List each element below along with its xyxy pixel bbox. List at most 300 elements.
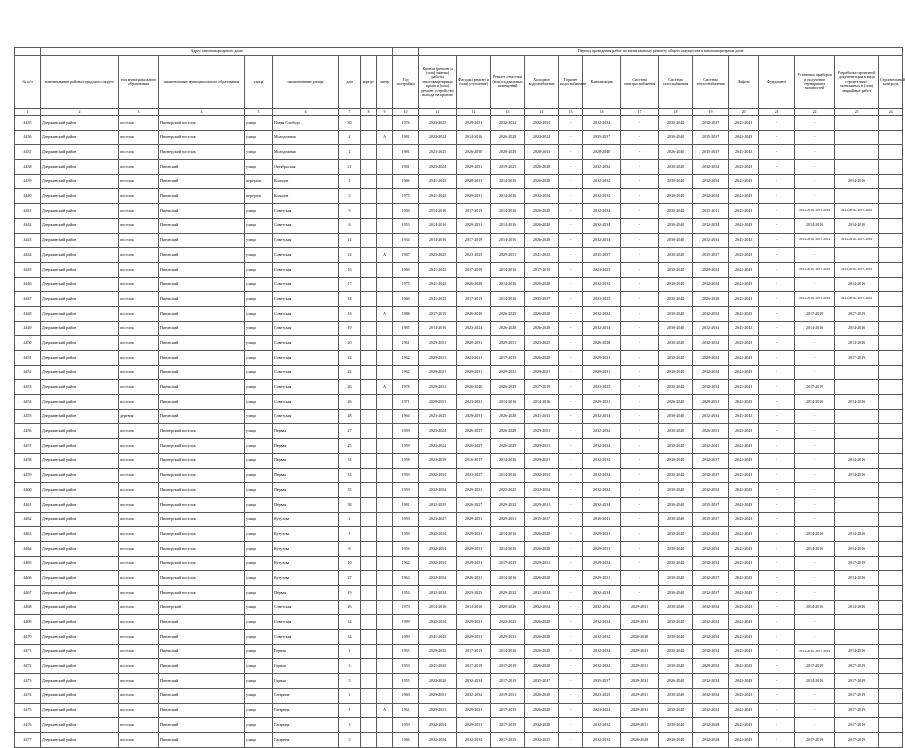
table-cell: 2014-2016 (419, 233, 457, 248)
column-header: наименование муниципального образования (159, 56, 245, 109)
table-cell: улица (245, 600, 273, 615)
table-cell: поселок (119, 351, 159, 366)
column-header: Разработка проектной документации в вида строительно-монтажных и (или) аварийных работ (835, 56, 879, 109)
table-cell: 2017-2019 (457, 262, 491, 277)
table-cell: улица (245, 439, 273, 454)
table-cell: 2023-2025 (525, 336, 559, 351)
table-cell: 14 (339, 233, 361, 248)
table-cell (361, 468, 377, 483)
table-cell: - (559, 204, 583, 219)
column-header: Установка приборов и получение сертификата мощностей (795, 56, 835, 109)
table-cell: - (795, 116, 835, 131)
table-cell: - (621, 160, 659, 175)
table-cell: улица (245, 688, 273, 703)
table-cell: - (795, 483, 835, 498)
table-cell: 2032-2034 (693, 703, 729, 718)
table-cell: улица (245, 336, 273, 351)
table-cell: 2041-2043 (729, 277, 759, 292)
table-cell: 2029-2031 (457, 541, 491, 556)
table-cell: 2029-2031 (621, 615, 659, 630)
table-cell (377, 204, 393, 219)
table-cell (361, 732, 377, 747)
table-cell: 35 (339, 483, 361, 498)
table-cell: 4469 (15, 615, 41, 630)
table-row (15, 600, 903, 615)
table-cell: Дзержинский район (41, 674, 119, 689)
table-cell: Дзержинский район (41, 615, 119, 630)
table-cell: 2030-2040 (659, 292, 693, 307)
table-cell: 2017-2019 (419, 306, 457, 321)
column-number: 1 (15, 109, 41, 116)
table-cell: поселок (119, 292, 159, 307)
table-cell (835, 380, 879, 395)
table-cell: Октябрьская (273, 160, 339, 175)
table-cell: 2030-2040 (659, 204, 693, 219)
table-cell: - (795, 248, 835, 263)
table-cell: 2032-2037 (693, 571, 729, 586)
table-cell: - (559, 468, 583, 483)
table-cell (377, 439, 393, 454)
table-cell: 2032-2034 (583, 600, 621, 615)
table-cell: Дзержинский район (41, 306, 119, 321)
table-cell: 2026-2040 (659, 674, 693, 689)
table-cell-empty (879, 116, 903, 131)
table-cell: 1961 (393, 336, 419, 351)
table-cell: 2026-2040 (457, 380, 491, 395)
table-cell: улица (245, 527, 273, 542)
table-cell: 2030-2040 (659, 732, 693, 747)
table-cell: 2032-2034 (693, 688, 729, 703)
table-row (15, 174, 903, 189)
table-cell-empty (879, 292, 903, 307)
table-cell-empty (879, 688, 903, 703)
table-cell: Дзержинский район (41, 292, 119, 307)
table-cell: деревня (119, 409, 159, 424)
table-cell: Советская (273, 204, 339, 219)
table-cell: 2023-2027 (419, 512, 457, 527)
table-cell: 2030-2040 (659, 409, 693, 424)
table-cell: 2030-2040 (659, 497, 693, 512)
table-cell (377, 453, 393, 468)
table-cell: 4474 (15, 688, 41, 703)
table-cell: поселок (119, 160, 159, 175)
table-cell: 2023-2031 (457, 395, 491, 410)
table-body (15, 116, 903, 748)
table-cell: - (621, 116, 659, 131)
table-cell: 2030-2040 (659, 262, 693, 277)
table-cell: 2029-2034 (693, 262, 729, 277)
table-cell: - (759, 483, 795, 498)
table-cell: - (759, 351, 795, 366)
table-cell: - (559, 688, 583, 703)
table-cell: 2041-2043 (729, 703, 759, 718)
table-cell: 2041-2043 (729, 160, 759, 175)
table-cell: 2041-2043 (729, 556, 759, 571)
table-cell: 2029-2031 (457, 365, 491, 380)
table-cell: Дзержинский район (41, 483, 119, 498)
table-cell: - (559, 351, 583, 366)
table-cell: - (621, 204, 659, 219)
table-cell: 2041-2043 (419, 262, 457, 277)
table-cell: 2032-2034 (583, 189, 621, 204)
table-cell: 2032-2034 (583, 174, 621, 189)
table-cell: 2014-2016 (491, 453, 525, 468)
table-cell: Горная (273, 674, 339, 689)
table-cell: 1999 (393, 615, 419, 630)
table-cell-empty (879, 218, 903, 233)
table-cell: - (621, 277, 659, 292)
table-cell: 2030-2040 (659, 541, 693, 556)
table-cell: 2029-2031 (525, 424, 559, 439)
table-cell: 2023-2025 (419, 409, 457, 424)
table-cell (835, 189, 879, 204)
table-cell: 2014-2016 (491, 292, 525, 307)
table-cell: 2030-2040 (659, 130, 693, 145)
table-cell: Пионерский поселок (159, 586, 245, 601)
table-cell: 2014-2016 (795, 527, 835, 542)
column-header: дом (339, 56, 361, 109)
table-cell-empty (879, 541, 903, 556)
table-cell: 2029-2032 (491, 586, 525, 601)
table-row (15, 116, 903, 131)
table-cell: поселок (119, 718, 159, 733)
table-cell: Дзержинский район (41, 453, 119, 468)
table-cell: 2017-2019 (835, 732, 879, 747)
column-header: № п/п (15, 56, 41, 109)
table-cell: - (621, 189, 659, 204)
table-cell: 1975 (393, 277, 419, 292)
column-header: Канализация (583, 56, 621, 109)
table-cell: 2041-2043 (419, 174, 457, 189)
table-cell: поселок (119, 688, 159, 703)
table-cell: 2032-2034 (525, 600, 559, 615)
table-cell: 2030-2040 (659, 556, 693, 571)
table-cell: 4468 (15, 600, 41, 615)
table-cell: 2014-2016, 2017-2019 (795, 292, 835, 307)
table-cell (835, 497, 879, 512)
table-cell (361, 571, 377, 586)
table-cell (377, 351, 393, 366)
table-cell: 2041-2043 (729, 468, 759, 483)
table-cell: Пятовский (159, 659, 245, 674)
table-cell: 2029-2031 (457, 556, 491, 571)
table-cell: 4447 (15, 292, 41, 307)
table-cell (361, 160, 377, 175)
table-cell (377, 556, 393, 571)
table-cell (361, 615, 377, 630)
table-cell (377, 541, 393, 556)
table-cell: 2014-2016 (795, 218, 835, 233)
table-cell: Дзержинский район (41, 630, 119, 645)
table-cell: переулок (245, 174, 273, 189)
table-cell-empty (879, 439, 903, 454)
table-cell: - (559, 130, 583, 145)
table-cell: 2032-2034 (693, 600, 729, 615)
table-cell: 14 (339, 248, 361, 263)
table-cell (361, 541, 377, 556)
table-cell: Пионерский поселок (159, 556, 245, 571)
table-cell: - (795, 174, 835, 189)
table-cell: Пятовский (159, 703, 245, 718)
table-cell: 33 (339, 468, 361, 483)
table-cell: - (759, 292, 795, 307)
table-row (15, 703, 903, 718)
table-cell: - (759, 453, 795, 468)
table-cell: - (559, 277, 583, 292)
table-cell: улица (245, 615, 273, 630)
table-cell: - (621, 527, 659, 542)
table-cell: 20 (339, 336, 361, 351)
table-cell: 2023-2024 (457, 321, 491, 336)
table-cell: 2029-2031 (419, 351, 457, 366)
column-header: Фундамент (759, 56, 795, 109)
table-cell: 2030-2040 (659, 453, 693, 468)
table-cell (835, 130, 879, 145)
column-header: Система газоснабжения (659, 56, 693, 109)
table-cell: Первая (273, 424, 339, 439)
table-cell: - (795, 571, 835, 586)
table-cell: 4467 (15, 586, 41, 601)
table-cell (361, 321, 377, 336)
table-row (15, 659, 903, 674)
table-cell (361, 380, 377, 395)
table-cell: 2032-2034 (419, 556, 457, 571)
table-cell (377, 512, 393, 527)
table-cell: - (621, 336, 659, 351)
column-header: наименование улицы (273, 56, 339, 109)
table-cell: Советская (273, 292, 339, 307)
column-number: 14 (525, 109, 559, 116)
table-cell: 2017-2019 (795, 306, 835, 321)
table-cell (835, 512, 879, 527)
table-cell: Первая (273, 483, 339, 498)
table-cell (361, 718, 377, 733)
table-cell: 4441 (15, 204, 41, 219)
table-cell: Дзержинский район (41, 174, 119, 189)
table-cell (377, 395, 393, 410)
table-cell: Пятовский (159, 718, 245, 733)
table-cell-empty (879, 174, 903, 189)
table-cell: 2030-2040 (659, 630, 693, 645)
column-number: 24 (879, 109, 903, 116)
table-cell (377, 497, 393, 512)
table-cell: 1966 (393, 174, 419, 189)
table-cell: поселок (119, 189, 159, 204)
table-cell (377, 277, 393, 292)
table-cell: 2023-2024 (419, 160, 457, 175)
table-cell: - (559, 292, 583, 307)
repair-schedule-table (14, 47, 903, 748)
table-cell: Дзержинский район (41, 586, 119, 601)
table-cell: - (559, 718, 583, 733)
table-cell: 2041-2043 (419, 630, 457, 645)
table-cell: 6 (339, 218, 361, 233)
table-cell: 5 (339, 189, 361, 204)
table-cell: 2026-2028 (525, 659, 559, 674)
table-cell: 2029-2031 (583, 571, 621, 586)
table-cell: Дзержинский район (41, 497, 119, 512)
table-cell: - (759, 395, 795, 410)
table-cell: 2032-2028 (693, 718, 729, 733)
table-cell: Пятовский (159, 189, 245, 204)
table-cell: - (621, 483, 659, 498)
table-cell: 2026-2028 (525, 688, 559, 703)
table-cell: 2029-2031 (621, 703, 659, 718)
table-cell: - (621, 439, 659, 454)
table-cell: 2026-2028 (525, 615, 559, 630)
table-cell: 2032-2034 (583, 483, 621, 498)
table-cell: 1953 (393, 659, 419, 674)
table-cell: 2014-2016, 2017-2019 (835, 233, 879, 248)
table-cell: 2026-2028 (525, 351, 559, 366)
table-cell: 2032-2034 (583, 424, 621, 439)
table-cell (377, 233, 393, 248)
table-cell: - (795, 688, 835, 703)
table-cell: поселок (119, 468, 159, 483)
table-cell: 2014-2016 (835, 600, 879, 615)
table-cell: поселок (119, 365, 159, 380)
table-cell: - (759, 365, 795, 380)
table-cell: Советская (273, 380, 339, 395)
table-cell: 2029-2031 (583, 541, 621, 556)
table-cell: - (621, 233, 659, 248)
table-cell: 18 (339, 306, 361, 321)
table-cell: - (759, 644, 795, 659)
table-cell: 2032-2037 (693, 468, 729, 483)
table-cell: 2017-2019 (835, 688, 879, 703)
table-cell: 32 (339, 615, 361, 630)
table-cell: Пионерский поселок (159, 541, 245, 556)
table-cell: 2041-2043 (419, 189, 457, 204)
table-cell: Дзержинский район (41, 277, 119, 292)
table-cell: 2029-2031 (457, 189, 491, 204)
table-cell: 2030-2040 (659, 351, 693, 366)
table-cell: - (559, 145, 583, 160)
table-cell: поселок (119, 483, 159, 498)
table-cell: 2030-2040 (659, 160, 693, 175)
table-cell: 2032-2034 (693, 336, 729, 351)
table-cell: 2026-2027 (457, 424, 491, 439)
column-number: 13 (491, 109, 525, 116)
table-cell: - (759, 659, 795, 674)
table-cell: улица (245, 571, 273, 586)
table-cell: Пионерский поселок (159, 116, 245, 131)
table-cell: улица (245, 644, 273, 659)
table-cell: 2041-2043 (729, 248, 759, 263)
table-cell: 2041-2043 (729, 732, 759, 747)
table-cell: 22 (339, 351, 361, 366)
table-cell: Первая (273, 586, 339, 601)
table-cell: 2030-2040 (659, 468, 693, 483)
table-cell: 2017-2019 (835, 351, 879, 366)
table-cell: 2029-2031 (693, 395, 729, 410)
table-cell: А (377, 306, 393, 321)
table-cell: Пионерский поселок (159, 497, 245, 512)
table-cell: Дзержинский район (41, 541, 119, 556)
table-cell: Пятовский (159, 277, 245, 292)
table-cell: 2029-2031 (491, 512, 525, 527)
table-cell: поселок (119, 497, 159, 512)
table-cell: 1958 (393, 453, 419, 468)
table-cell: поселок (119, 512, 159, 527)
table-cell: - (759, 556, 795, 571)
table-cell: 2014-2016 (491, 174, 525, 189)
table-cell: 2014-2016 (795, 600, 835, 615)
table-cell: Горная (273, 659, 339, 674)
table-cell: 2030-2040 (659, 718, 693, 733)
table-cell: - (795, 512, 835, 527)
table-cell: 2017-2019 (835, 306, 879, 321)
table-cell: 4452 (15, 365, 41, 380)
table-cell: 2032-2034 (583, 718, 621, 733)
table-cell: 1966 (393, 732, 419, 747)
table-cell: 2032-2034 (419, 541, 457, 556)
table-cell: 2017-2019 (835, 674, 879, 689)
table-cell: 38 (339, 497, 361, 512)
table-cell (361, 600, 377, 615)
table-row (15, 292, 903, 307)
table-cell: 2026-2029 (491, 380, 525, 395)
table-cell: 2029-2034 (583, 556, 621, 571)
table-cell: 2026-2028 (525, 160, 559, 175)
table-cell: 2017-2019 (795, 380, 835, 395)
table-cell: - (621, 424, 659, 439)
table-cell: 4465 (15, 556, 41, 571)
table-cell: 2041-2043 (729, 659, 759, 674)
table-cell: 2026-2028 (525, 571, 559, 586)
table-cell: - (559, 527, 583, 542)
table-cell: 2032-2034 (419, 615, 457, 630)
table-cell: 2041-2043 (729, 233, 759, 248)
table-cell: улица (245, 365, 273, 380)
table-cell: Новая Слобода (273, 116, 339, 131)
table-cell: - (759, 248, 795, 263)
table-cell: - (759, 380, 795, 395)
table-cell: 4443 (15, 233, 41, 248)
table-cell: Дзержинский район (41, 527, 119, 542)
table-cell (377, 365, 393, 380)
table-cell: 2017-2019 (491, 556, 525, 571)
table-cell-empty (879, 483, 903, 498)
table-cell: поселок (119, 336, 159, 351)
table-cell: 2035-2011 (693, 204, 729, 219)
table-row (15, 218, 903, 233)
table-cell: - (559, 630, 583, 645)
table-cell (361, 189, 377, 204)
table-cell: Советская (273, 600, 339, 615)
table-cell (361, 703, 377, 718)
table-cell: 2032-2034 (693, 409, 729, 424)
table-cell: Пионерский поселок (159, 483, 245, 498)
table-cell-empty (879, 321, 903, 336)
table-cell: 2017-2019 (457, 204, 491, 219)
column-number: 15 (559, 109, 583, 116)
table-cell: 2030-2040 (659, 189, 693, 204)
table-cell-empty (879, 497, 903, 512)
table-cell: улица (245, 321, 273, 336)
table-cell: 2023-2024 (525, 130, 559, 145)
table-cell: 2030-2040 (659, 600, 693, 615)
table-cell: - (621, 541, 659, 556)
table-cell: 1981 (393, 145, 419, 160)
table-cell (361, 174, 377, 189)
table-cell: Дзержинский район (41, 351, 119, 366)
table-cell: - (621, 497, 659, 512)
table-cell: 2035-2037 (693, 130, 729, 145)
table-cell: 4445 (15, 262, 41, 277)
table-cell: - (795, 424, 835, 439)
table-cell: поселок (119, 644, 159, 659)
